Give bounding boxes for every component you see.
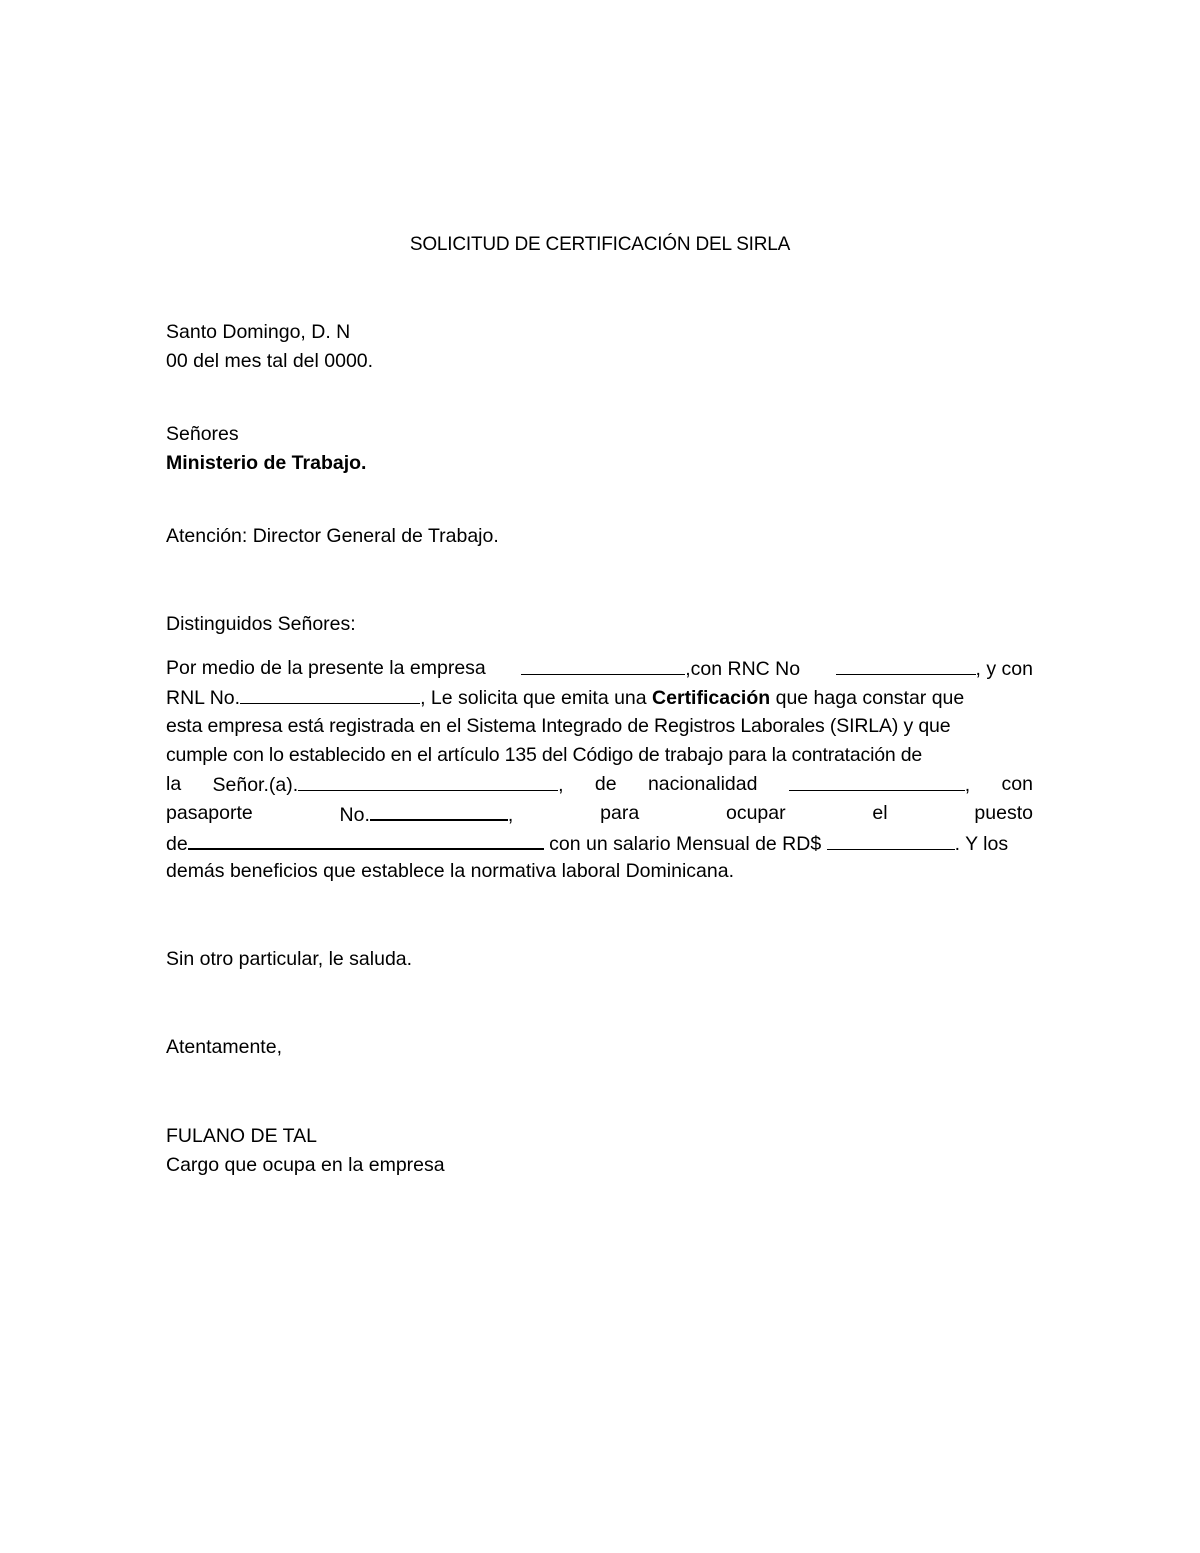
body-text: puesto (974, 802, 1033, 824)
signer-name: FULANO DE TAL (166, 1125, 317, 1147)
body-line-1 (166, 654, 1033, 683)
passport-blank (370, 799, 508, 821)
attention-line: Atención: Director General de Trabajo. (166, 525, 499, 547)
company-name-blank (521, 654, 685, 675)
body-text: de (594, 773, 617, 795)
body-text: RNL No. (166, 687, 241, 709)
employee-name-blank (298, 770, 558, 791)
salary-blank (827, 829, 955, 850)
closing-line: Sin otro particular, le saluda. (166, 948, 413, 970)
body-line-2 (166, 683, 1033, 712)
body-line-7 (166, 828, 1033, 857)
body-line-3: esta empresa está registrada en el Sistema Integrado de Registros Laborales (SIRLA) y que (166, 715, 951, 737)
body-text: nacionalidad (647, 773, 758, 795)
greeting-line: Distinguidos Señores: (166, 613, 356, 635)
body-text: pasaporte (166, 802, 253, 824)
body-text: con (1001, 773, 1033, 795)
rnl-blank (240, 683, 420, 704)
body-text: para (600, 802, 640, 824)
body-text: No. (339, 804, 370, 826)
date-line: 00 del mes tal del 0000. (166, 350, 374, 372)
body-text: de (166, 833, 188, 855)
body-text: , (507, 804, 514, 826)
document-title: SOLICITUD DE CERTIFICACIÓN DEL SIRLA (409, 234, 791, 255)
position-blank (188, 828, 544, 850)
body-text: , Le solicita que emita una (420, 687, 647, 709)
valediction-line: Atentamente, (166, 1036, 282, 1058)
body-text: , y con (975, 658, 1033, 680)
body-line-4: cumple con lo establecido en el artículo 135 del Código de trabajo para la contratación de (166, 744, 923, 766)
body-paragraph (166, 654, 1033, 886)
body-text: con un salario Mensual de RD$ (549, 833, 822, 855)
place-line: Santo Domingo, D. N (166, 321, 351, 343)
body-text: el (872, 802, 888, 824)
body-line-5 (166, 770, 1033, 799)
rnc-blank (836, 654, 976, 675)
body-text: ,con RNC No (685, 658, 801, 680)
body-text: ocupar (725, 802, 786, 824)
body-line-8: demás beneficios que establece la normativa laboral Dominicana. (166, 860, 734, 882)
certification-bold: Certificación (652, 687, 771, 709)
body-line-6 (166, 799, 1033, 828)
body-text: Señor.(a). (212, 774, 299, 796)
body-text: la (166, 773, 182, 795)
salutation-line: Señores (166, 423, 239, 445)
nationality-blank (789, 770, 965, 791)
body-text: , (558, 774, 564, 796)
body-text: Por medio de la presente la empresa (166, 657, 486, 679)
body-text: que haga constar que (775, 687, 965, 709)
recipient-line: Ministerio de Trabajo. (166, 452, 367, 474)
body-text: . Y los (954, 833, 1009, 855)
signer-title: Cargo que ocupa en la empresa (166, 1154, 445, 1176)
body-text: , (964, 774, 971, 796)
